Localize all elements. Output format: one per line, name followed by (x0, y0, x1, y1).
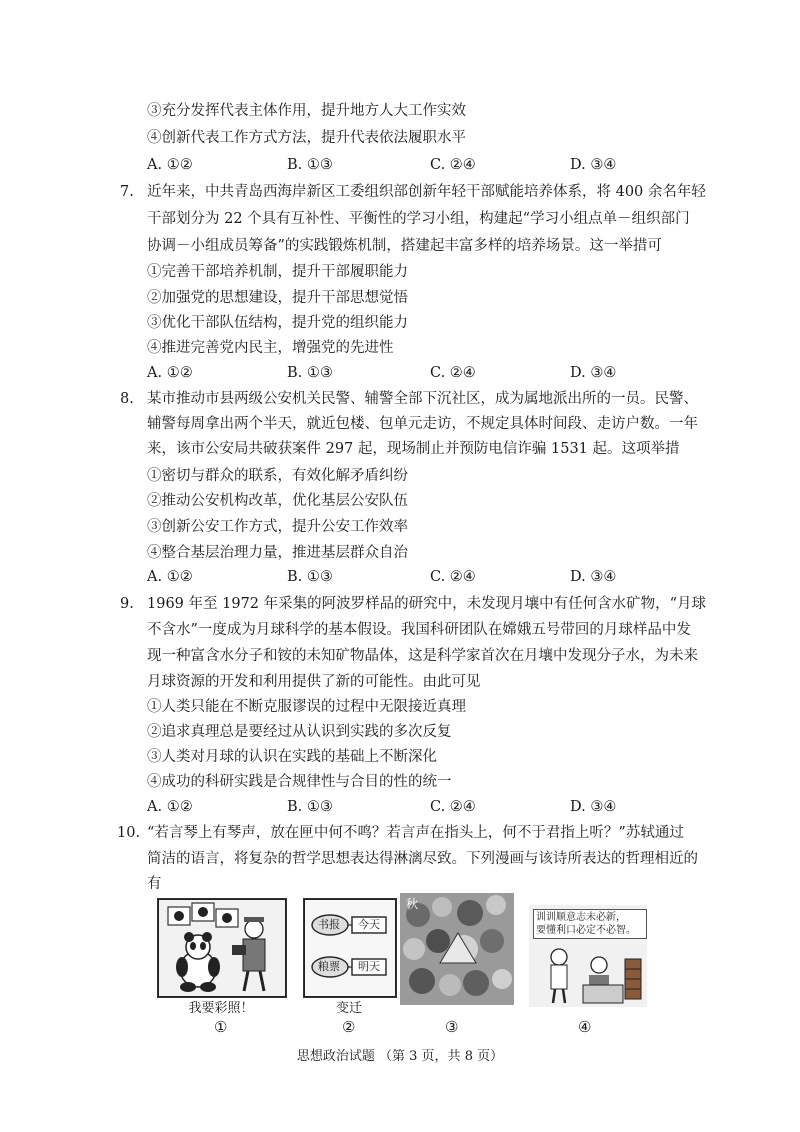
cartoon-2-marker: ② (342, 1018, 356, 1036)
q7-statement-3: ③优化干部队伍结构，提升党的组织能力 (147, 315, 408, 331)
q8-statement-1: ①密切与群众的联系，有效化解矛盾纠纷 (147, 468, 408, 484)
cartoon-2-tag-2: 今天 (358, 918, 380, 931)
q6-option-d: D. ③④ (570, 157, 617, 173)
q8-stem-line-2: 辅警每周拿出两个半天，就近包楼、包单元走访，不规定具体时间段、走访户数。一年 (147, 416, 698, 432)
q10-stem-line-1: “若言琴上有琴声，放在匣中何不鸣？若言声在指头上，何不于君指上听？”苏轼通过 (147, 825, 684, 841)
q6-option-a: A. ①② (147, 157, 193, 173)
cartoon-3-tag: 秋 (406, 897, 419, 911)
q9-option-b: B. ①③ (287, 799, 333, 815)
q8-option-d: D. ③④ (570, 569, 617, 585)
q8-stem-line-1: 某市推动市县两级公安机关民警、辅警全部下沉社区，成为属地派出所的一员。民警、 (147, 391, 698, 407)
cartoon-2-tag-1: 书报 (318, 918, 340, 931)
cartoon-3-photo (400, 893, 514, 1005)
cartoon-3-marker: ③ (445, 1018, 459, 1036)
q10-stem-line-3: 有 (147, 876, 162, 892)
q7-statement-2: ②加强党的思想建设，提升干部思想觉悟 (147, 290, 408, 306)
cartoon-4-banner-line-2: 要懂利口必定不必智。 (536, 925, 636, 936)
q8-option-c: C. ②④ (430, 569, 476, 585)
cartoon-1-marker: ① (214, 1018, 228, 1036)
q8-stem-line-3: 来，该市公安局共破获案件 297 起，现场制止并预防电信诈骗 1531 起。这项举措 (147, 441, 680, 457)
panda-cartoon-icon (158, 899, 286, 997)
q6-statement-3: ③充分发挥代表主体作用，提升地方人大工作实效 (147, 103, 466, 119)
q7-stem-line-1: 近年来，中共青岛西海岸新区工委组织部创新年轻干部赋能培养体系，将 400 余名年轻 (147, 184, 706, 200)
q7-statement-1: ①完善干部培养机制，提升干部履职能力 (147, 264, 408, 280)
page-footer: 思想政治试题 （第 3 页，共 8 页） (296, 1049, 504, 1064)
cartoon-4-marker: ④ (578, 1018, 592, 1036)
q7-option-d: D. ③④ (570, 365, 617, 381)
cartoon-4-banner-line-1: 训训顺意志未必新， (536, 912, 626, 923)
q8-statement-3: ③创新公安工作方式，提升公安工作效率 (147, 519, 408, 535)
q8-number: 8. (120, 391, 134, 407)
q8-statement-4: ④整合基层治理力量，推进基层群众自治 (147, 545, 408, 561)
q9-option-d: D. ③④ (570, 799, 617, 815)
q8-option-a: A. ①② (147, 569, 193, 585)
q7-option-a: A. ①② (147, 365, 193, 381)
q7-stem-line-3: 协调－小组成员筹备”的实践锻炼机制，搭建起丰富多样的培养场景。这一举措可 (147, 238, 662, 254)
q9-stem-line-3: 现一种富含水分子和铵的未知矿物晶体，这是科学家首次在月壤中发现分子水，为未来 (147, 648, 698, 664)
q9-option-a: A. ①② (147, 799, 193, 815)
q7-number: 7. (120, 184, 134, 200)
cartoon-2-caption: 变迁 (335, 1001, 362, 1016)
cartoon-1-panda-photo (157, 898, 287, 998)
q9-stem-line-2: 不含水”一度成为月球科学的基本假设。我国科研团队在嫦娥五号带回的月球样品中发 (147, 622, 691, 638)
q6-option-c: C. ②④ (430, 157, 476, 173)
q9-option-c: C. ②④ (430, 799, 476, 815)
q10-stem-line-2: 简洁的语言，将复杂的哲学思想表达得淋漓尽致。下列漫画与该诗所表达的哲理相近的 (147, 851, 698, 867)
q7-statement-4: ④推进完善党内民主，增强党的先进性 (147, 340, 394, 356)
q9-statement-4: ④成功的科研实践是合规律性与合目的性的统一 (147, 774, 452, 790)
cartoon-2-tag-3: 粮票 (318, 960, 340, 973)
q9-statement-2: ②追求真理总是要经过从认识到实践的多次反复 (147, 724, 452, 740)
cartoon-2-changes (303, 898, 397, 998)
cartoon-1-caption: 我要彩照！ (188, 1001, 254, 1016)
q7-stem-line-2: 干部划分为 22 个具有互补性、平衡性的学习小组，构建起“学习小组点单－组织部门 (147, 211, 690, 227)
q9-statement-3: ③人类对月球的认识在实践的基础上不断深化 (147, 749, 437, 765)
q7-option-b: B. ①③ (287, 365, 333, 381)
ticket-cartoon-icon (304, 899, 396, 997)
cartoon-2-tag-4: 明天 (358, 960, 380, 973)
q9-stem-line-1: 1969 年至 1972 年采集的阿波罗样品的研究中，未发现月壤中有任何含水矿物，“月球 (147, 596, 707, 612)
q9-statement-1: ①人类只能在不断克服谬误的过程中无限接近真理 (147, 699, 466, 715)
q10-number: 10. (117, 825, 141, 841)
q8-option-b: B. ①③ (287, 569, 333, 585)
q6-option-b: B. ①③ (287, 157, 333, 173)
q8-statement-2: ②推动公安机构改革，优化基层公安队伍 (147, 493, 408, 509)
office-cartoon-icon (529, 905, 647, 1007)
q7-option-c: C. ②④ (430, 365, 476, 381)
q9-number: 9. (120, 596, 134, 612)
q9-stem-line-4: 月球资源的开发和利用提供了新的可能性。由此可见 (147, 674, 481, 690)
q6-statement-4: ④创新代表工作方式方法，提升代表依法履职水平 (147, 130, 466, 146)
cartoon-4-desk (529, 905, 647, 1007)
